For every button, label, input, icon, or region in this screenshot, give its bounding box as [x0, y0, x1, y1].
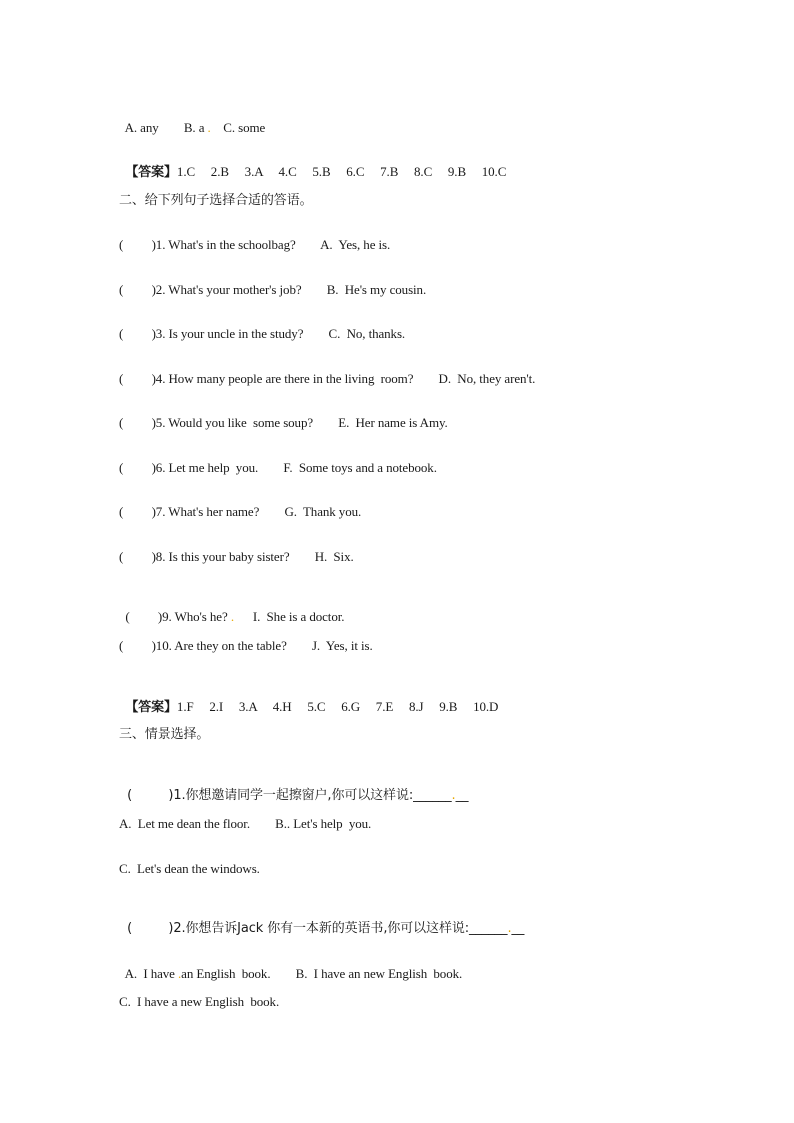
section-heading-2: 二、给下列句子选择合适的答语。 — [119, 193, 313, 208]
situation-1-option-c: C. Let's dean the windows. — [119, 861, 260, 876]
question-text: ( )9. Who's he? — [125, 609, 231, 624]
question-10: ( )10. Are they on the table? J. Yes, it is. — [119, 638, 373, 653]
option-text: an English book. B. I have an new English book. — [181, 966, 463, 981]
question-5: ( )5. Would you like some soup? E. Her name is Amy. — [119, 415, 448, 430]
highlight-mark: . — [507, 921, 512, 936]
situation-2 — [119, 905, 524, 937]
blank: __ — [511, 921, 525, 936]
question-6: ( )6. Let me help you. F. Some toys and a notebook. — [119, 460, 437, 475]
section-heading-3: 三、情景选择。 — [119, 727, 210, 742]
option-text: A. any B. a — [124, 120, 208, 135]
question-9 — [119, 593, 344, 625]
options-line — [119, 104, 265, 136]
highlight-mark: . — [178, 966, 182, 981]
question-1: ( )1. What's in the schoolbag? A. Yes, he is. — [119, 237, 391, 252]
answer-text: 1.F 2.I 3.A 4.H 5.C 6.G 7.E 8.J 9.B 10.D — [176, 699, 499, 714]
situation-text: ( )1.你想邀请同学一起擦窗户,你可以这样说:______ — [127, 788, 452, 803]
highlight-mark: . — [230, 609, 234, 624]
answer-option: I. She is a doctor. — [233, 609, 345, 624]
answer-label: 【答案】 — [125, 165, 177, 180]
answer-line-2 — [119, 683, 498, 716]
situation-1 — [119, 772, 468, 804]
answer-label: 【答案】 — [125, 700, 177, 715]
situation-2-option-c: C. I have a new English book. — [119, 994, 280, 1009]
situation-text: ( )2.你想告诉Jack 你有一本新的英语书,你可以这样说:______ — [127, 921, 508, 936]
question-2: ( )2. What's your mother's job? B. He's my cousin. — [119, 282, 427, 297]
highlight-mark: . — [207, 120, 211, 135]
answer-line-1 — [119, 148, 506, 181]
situation-2-options — [119, 950, 462, 982]
situation-1-options: A. Let me dean the floor. B.. Let's help you. — [119, 816, 372, 831]
question-8: ( )8. Is this your baby sister? H. Six. — [119, 549, 354, 564]
answer-text: 1.C 2.B 3.A 4.C 5.B 6.C 7.B 8.C 9.B 10.C — [176, 164, 507, 179]
question-7: ( )7. What's her name? G. Thank you. — [119, 504, 362, 519]
option-text: A. I have — [124, 966, 179, 981]
question-4: ( )4. How many people are there in the living room? D. No, they aren't. — [119, 371, 536, 386]
option-text: C. some — [210, 120, 266, 135]
blank: __ — [455, 788, 469, 803]
highlight-mark: . — [451, 788, 456, 803]
question-3: ( )3. Is your uncle in the study? C. No, thanks. — [119, 326, 406, 341]
